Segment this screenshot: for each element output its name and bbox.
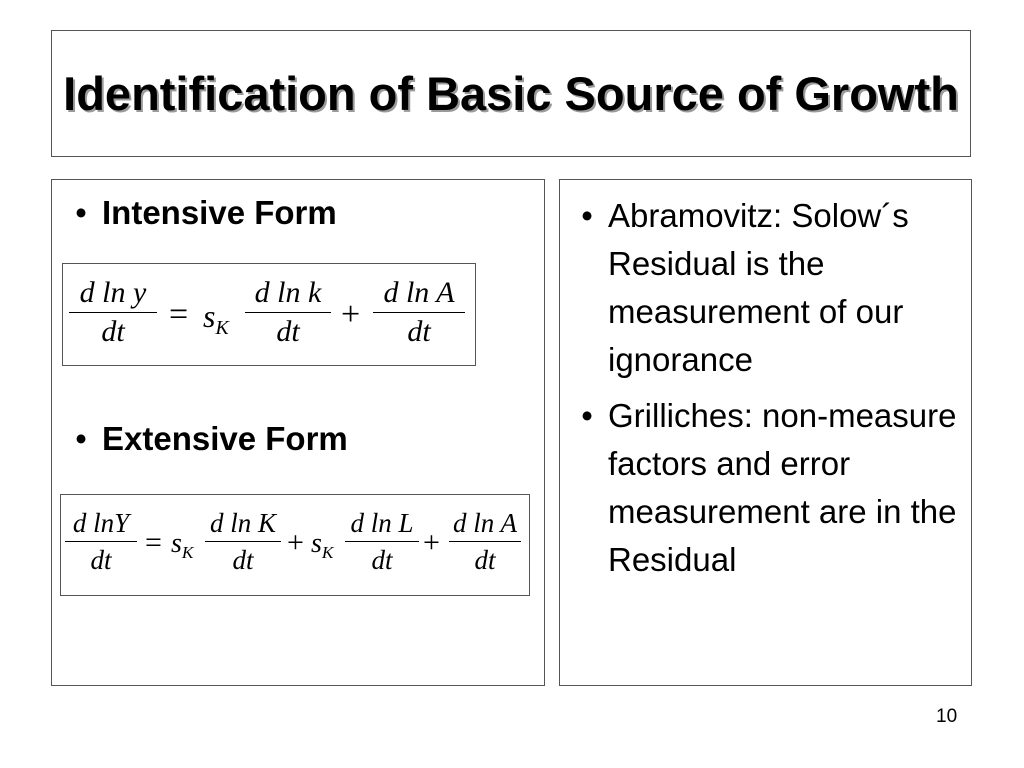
plus-sign-2: + — [423, 526, 440, 559]
fraction-term2 — [373, 274, 465, 351]
equals-sign: = — [145, 526, 162, 559]
fraction-denominator: dt — [371, 545, 393, 575]
right-bullet-list — [566, 192, 966, 592]
abramovitz-text: Abramovitz: Solow´s Residual is the measurement of our ignorance — [608, 197, 909, 378]
extensive-equation — [60, 494, 530, 596]
fraction-denominator: dt — [407, 315, 431, 348]
fraction-numerator: d ln L — [350, 508, 414, 538]
intensive-equation — [62, 263, 476, 366]
fraction-numerator: d ln A — [383, 276, 455, 309]
grilliches-text: Grilliches: non-measure factors and error measurement are in the Residual — [608, 397, 957, 578]
fraction-numerator: d ln k — [254, 276, 322, 309]
fraction-numerator: d ln A — [452, 508, 517, 538]
fraction-term2 — [345, 505, 419, 578]
fraction-denominator: dt — [474, 545, 496, 575]
fraction-numerator: d lnY — [72, 508, 130, 538]
fraction-term1 — [205, 505, 281, 578]
list-item — [566, 192, 966, 384]
bullet-dot: • — [581, 197, 593, 234]
equals-sign: = — [169, 296, 189, 333]
slide-title: Identification of Basic Source of Growth — [63, 66, 959, 120]
coefficient-sk-2: $s_K$ — [311, 528, 334, 563]
left-panel — [51, 179, 545, 686]
fraction-lhs — [69, 274, 157, 351]
bullet-dot: • — [75, 194, 87, 231]
fraction-denominator: dt — [276, 315, 300, 348]
page-number: 10 — [936, 706, 958, 727]
fraction-denominator: dt — [232, 545, 254, 575]
fraction-denominator: dt — [101, 315, 125, 348]
title-box — [51, 30, 971, 157]
bullet-dot: • — [75, 420, 87, 457]
extensive-form-item — [60, 420, 348, 458]
fraction-term1 — [245, 274, 331, 351]
coefficient-sk: $s_K$ — [203, 298, 229, 339]
plus-sign: + — [341, 296, 361, 333]
fraction-term3 — [449, 505, 521, 578]
bullet-dot: • — [581, 397, 593, 434]
fraction-numerator: d ln K — [209, 508, 276, 538]
plus-sign: + — [287, 526, 304, 559]
coefficient-sk: $s_K$ — [171, 528, 194, 563]
right-panel — [559, 179, 972, 686]
intensive-form-item — [60, 194, 337, 232]
list-item — [566, 392, 966, 584]
extensive-form-label: Extensive Form — [102, 420, 348, 457]
fraction-numerator: d ln y — [79, 276, 147, 309]
fraction-denominator: dt — [90, 545, 112, 575]
fraction-lhs — [65, 505, 137, 578]
intensive-form-label: Intensive Form — [102, 194, 337, 231]
